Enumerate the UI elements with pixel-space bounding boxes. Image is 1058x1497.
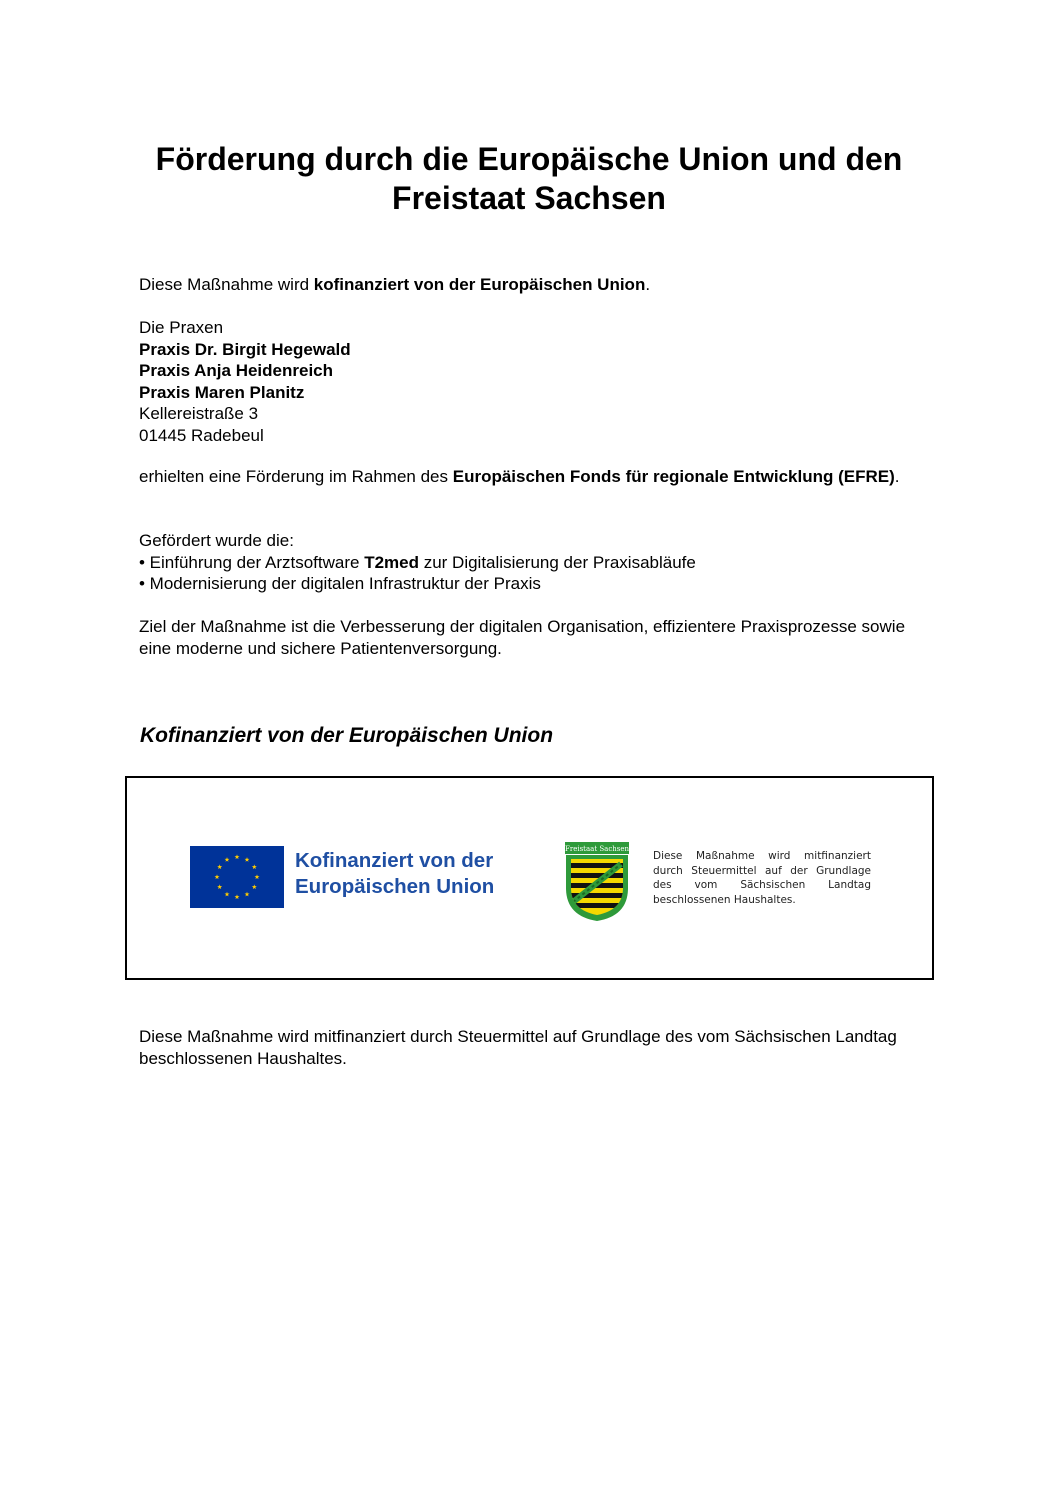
funding-suffix: .: [894, 467, 900, 486]
address-city: 01445 Radebeul: [139, 425, 264, 445]
practice-name: Praxis Maren Planitz: [139, 382, 305, 402]
eu-stars: [190, 846, 284, 908]
address-street: Kellereistraße 3: [139, 404, 259, 423]
eu-flag-icon: [190, 846, 284, 908]
practice-name: Praxis Dr. Birgit Hegewald: [139, 339, 351, 359]
page-title: Förderung durch die Europäische Union und den Freistaat Sachsen: [155, 141, 903, 216]
eu-star: [215, 874, 220, 879]
eu-star: [252, 864, 257, 869]
eu-star: [252, 884, 257, 889]
eu-star: [225, 892, 230, 897]
funding-paragraph: [139, 466, 919, 488]
eu-star: [235, 854, 240, 859]
logo-box: [125, 776, 934, 980]
eu-star: [245, 892, 250, 897]
section-heading: Kofinanziert von der Europäischen Union: [140, 724, 554, 747]
funded-item-text: • Einführung der Arztsoftware: [139, 552, 365, 572]
eu-star: [245, 857, 250, 862]
funded-item-text: zur Digitalisierung der Praxisabläufe: [418, 552, 696, 572]
address-block: [139, 317, 919, 446]
funded-label: Gefördert wurde die:: [139, 531, 294, 550]
intro-suffix: .: [645, 275, 651, 294]
eu-star: [255, 874, 260, 879]
saxony-banner: Freistaat Sachsen: [565, 845, 629, 853]
intro-prefix: Diese Maßnahme wird: [139, 275, 314, 294]
intro-paragraph: [139, 274, 919, 296]
funded-item: • Modernisierung der digitalen Infrastruktur der Praxis: [139, 574, 541, 593]
practice-name: Praxis Anja Heidenreich: [139, 361, 334, 380]
eu-star: [235, 894, 240, 899]
eu-star: [217, 864, 222, 869]
saxony-logo-text: Diese Maßnahme wird mitfinanziert durch Steuermittel auf der Grundlage des vom Sächsischen Landtag beschlossenen Haushaltes.: [653, 850, 871, 906]
eu-logo-text: [295, 848, 494, 900]
eu-logo-line: Europäischen Union: [295, 875, 495, 898]
goal-paragraph: Ziel der Maßnahme ist die Verbesserung der digitalen Organisation, effizientere Praxisprozesse sowie eine moderne und sichere Patientenversorgung.: [139, 617, 906, 658]
footer-paragraph: Diese Maßnahme wird mitfinanziert durch Steuermittel auf Grundlage des vom Sächsischen Landtag beschlossenen Haushaltes.: [139, 1027, 897, 1068]
eu-logo-line: Kofinanziert von der: [295, 849, 494, 872]
funding-prefix: erhielten eine Förderung im Rahmen des: [139, 467, 453, 486]
funded-list: [139, 530, 919, 595]
funded-item: [139, 552, 919, 574]
software-name: T2med: [364, 552, 419, 572]
intro-bold: kofinanziert von der Europäischen Union: [313, 275, 646, 294]
funding-bold: Europäischen Fonds für regionale Entwicklung (EFRE): [452, 467, 895, 486]
address-label: Die Praxen: [139, 318, 224, 337]
eu-star: [225, 857, 230, 862]
eu-star: [217, 884, 222, 889]
saxony-coat-of-arms-icon: [565, 842, 629, 922]
